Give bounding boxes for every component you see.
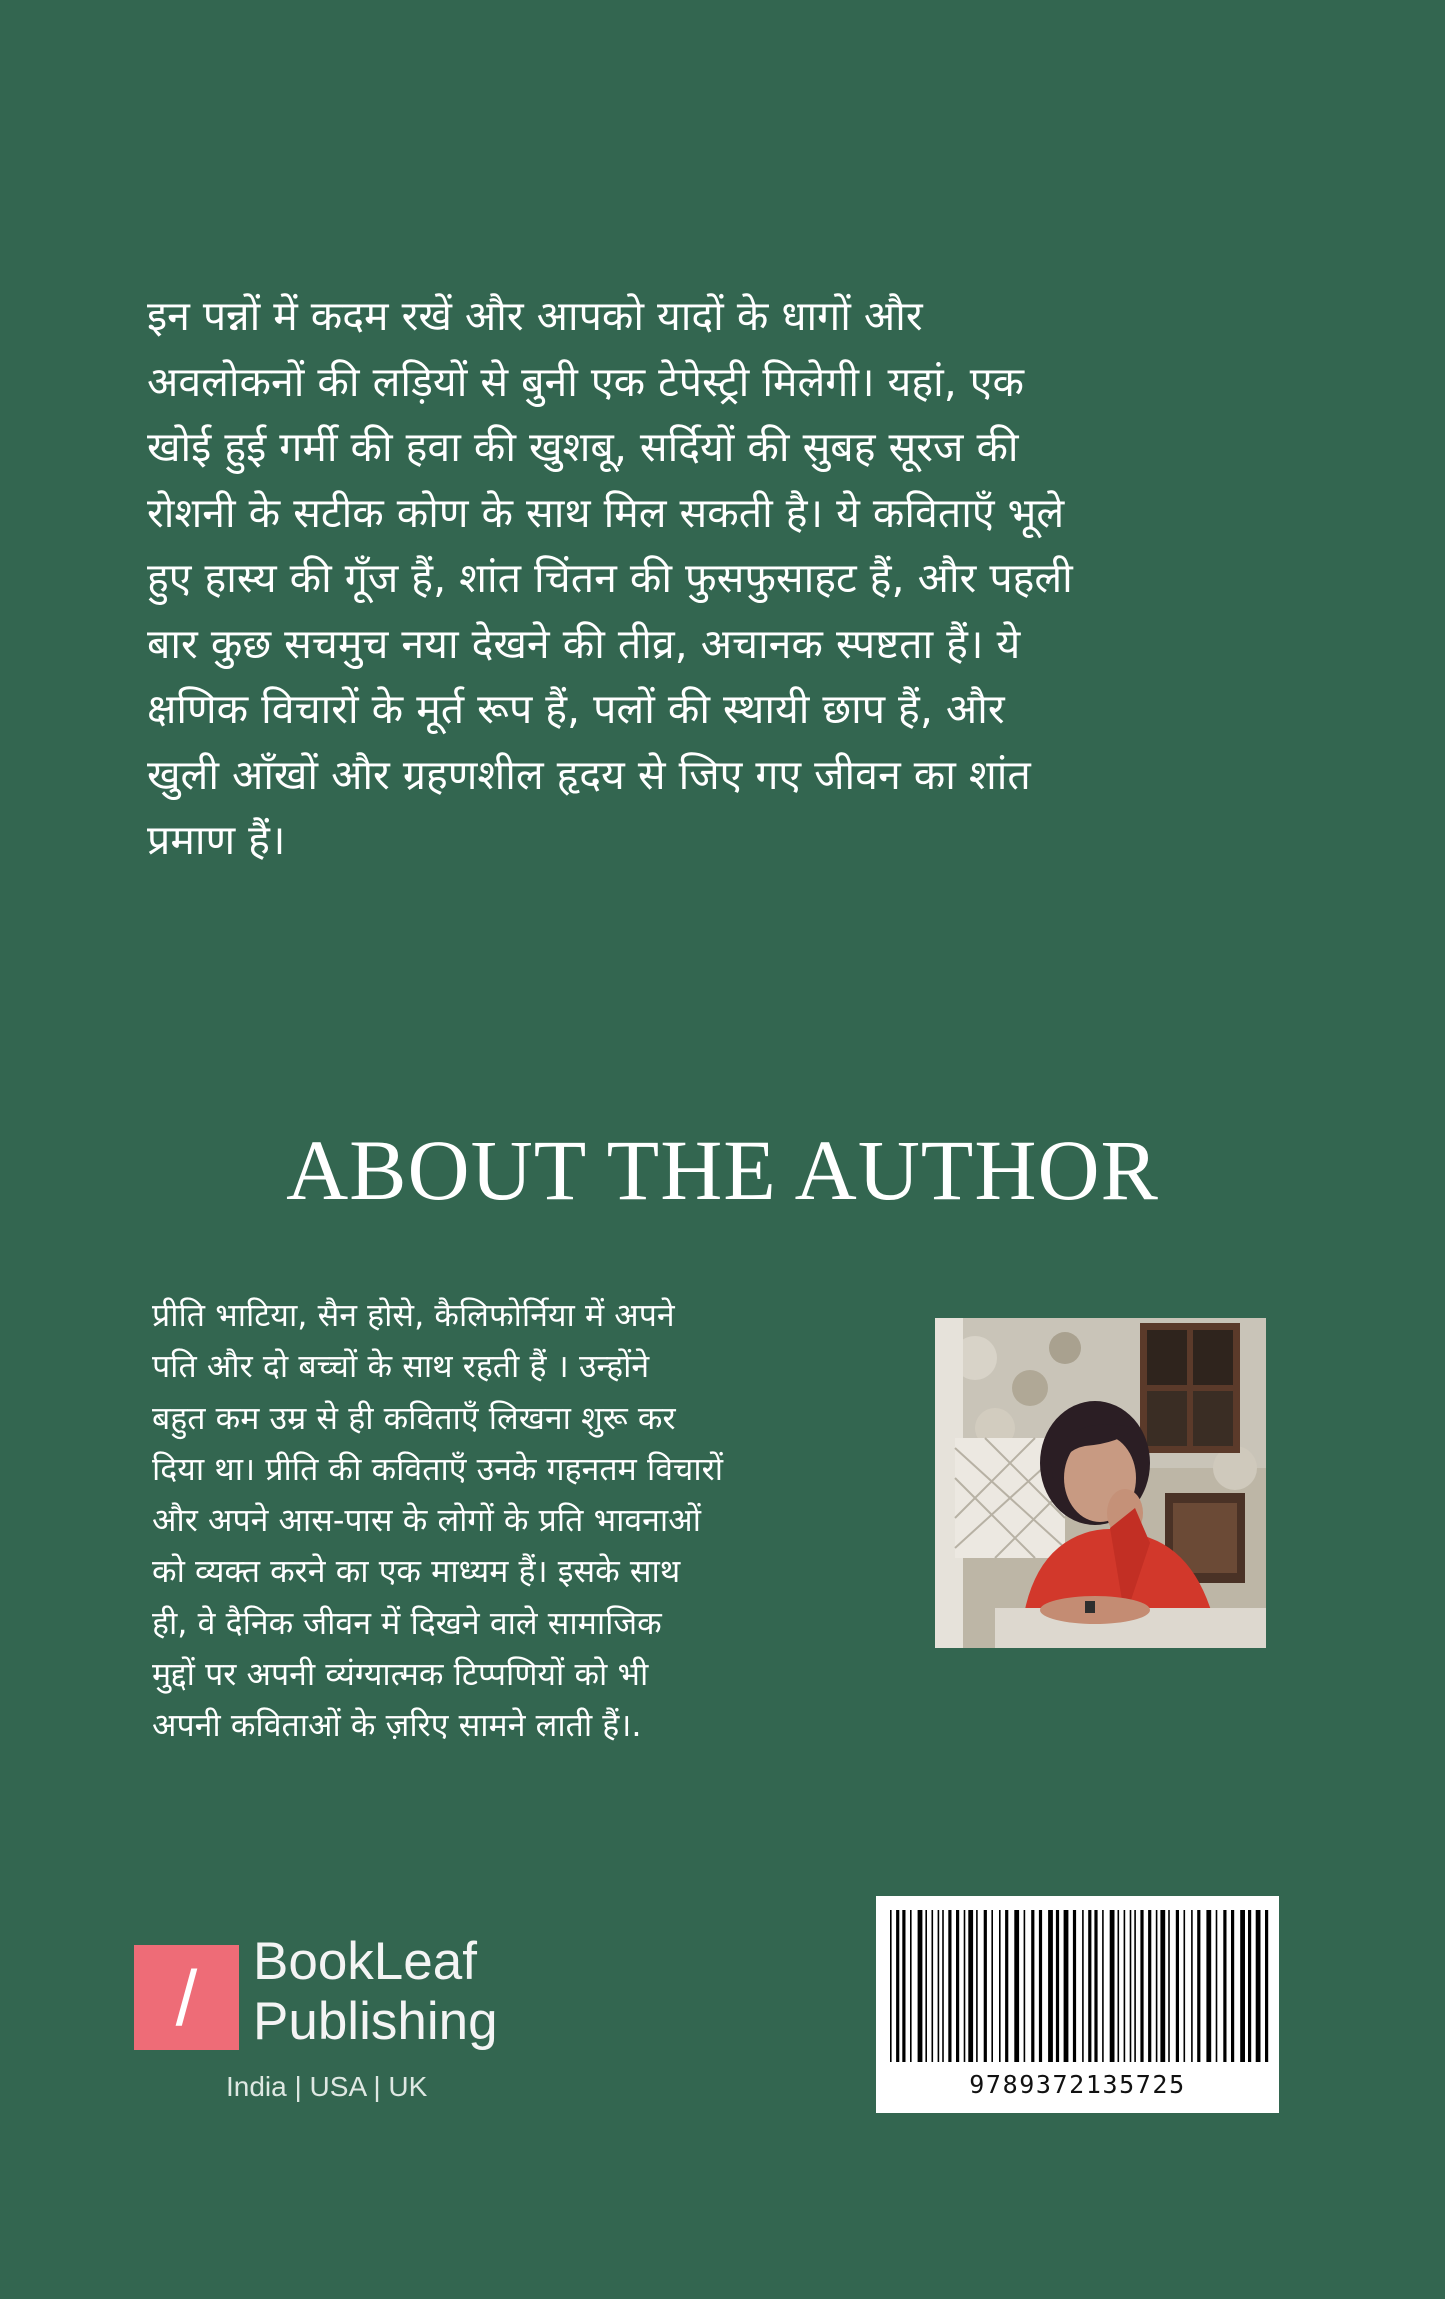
- barcode-bar: [1184, 1910, 1186, 2062]
- barcode-bar: [1039, 1910, 1042, 2062]
- barcode-bar: [991, 1910, 993, 2062]
- barcode-bar: [1256, 1910, 1261, 2062]
- barcode-bar: [910, 1910, 912, 2062]
- barcode-bar: [938, 1910, 940, 2062]
- publisher-regions: India | USA | UK: [226, 2071, 428, 2102]
- barcode-bar: [968, 1910, 973, 2062]
- barcode-bar: [1156, 1910, 1158, 2062]
- publisher-name: BookLeaf Publishing: [253, 1932, 498, 2051]
- author-bio: प्रीति भाटिया, सैन होसे, कैलिफोर्निया में अपने पति और दो बच्चों के साथ रहती हैं । उन्होंने बहुत कम उम्र से ही कविताएँ लिखना शुरू कर दिया था। प्रीति की कविताएँ उनके गहनतम विचारों और अपने आस-पास के लोगों के प्रति भावनाओं को व्यक्त करने का एक माध्यम हैं। इसके साथ ही, वे दैनिक जीवन में दिखने वाले सामाजिक मुद्दों पर अपनी व्यंग्यात्मक टिप्पणियों को भी अपनी कविताओं के ज़रिए सामने लाती हैं।.: [152, 1296, 724, 1745]
- barcode-bar: [1248, 1910, 1251, 2062]
- slash-icon: /: [175, 1953, 198, 2042]
- barcode-bar: [956, 1910, 959, 2062]
- barcode-bar: [1064, 1910, 1069, 2062]
- barcode-bar: [896, 1910, 899, 2062]
- barcode-bar: [1160, 1910, 1165, 2062]
- barcode-bar: [1130, 1910, 1132, 2062]
- barcode-bar: [1031, 1910, 1034, 2062]
- barcode-bar: [984, 1910, 987, 2062]
- barcode-bar: [1134, 1910, 1136, 2062]
- about-author-heading: ABOUT THE AUTHOR: [286, 1122, 1159, 1218]
- barcode-bar: [1206, 1910, 1211, 2062]
- barcode-bar: [976, 1910, 978, 2062]
- barcode-bar: [1110, 1910, 1115, 2062]
- barcode-bar: [1088, 1910, 1091, 2062]
- barcode-bar: [1216, 1910, 1218, 2062]
- barcode-bar: [1168, 1910, 1170, 2062]
- author-photo: [935, 1318, 1266, 1648]
- barcode-bar: [1082, 1910, 1084, 2062]
- barcode-bar: [902, 1910, 905, 2062]
- barcode-bar: [1191, 1910, 1193, 2062]
- barcode-bar: [1265, 1910, 1268, 2062]
- barcode-bar: [1005, 1910, 1008, 2062]
- publisher-logo-mark: [134, 1945, 239, 2050]
- barcode-bar: [1148, 1910, 1151, 2062]
- barcode-bar: [1073, 1910, 1076, 2062]
- barcode-bar: [1176, 1910, 1179, 2062]
- isbn-barcode: [876, 1896, 1279, 2113]
- barcode-bar: [1102, 1910, 1104, 2062]
- back-cover-blurb: इन पन्नों में कदम रखें और आपको यादों के धागों और अवलोकनों की लड़ियों से बुनी एक टेपेस्ट्री मिलेगी। यहां, एक खोई हुई गर्मी की हवा की खुशबू, सर्दियों की सुबह सूरज की रोशनी के सटीक कोण के साथ मिल सकती है। ये कविताएँ भूले हुए हास्य की गूँज हैं, शांत चिंतन की फुसफुसाहट हैं, और पहली बार कुछ सचमुच नया देखने की तीव्र, अचानक स्पष्टता हैं। ये क्षणिक विचारों के मूर्त रूप हैं, पलों की स्थायी छाप हैं, और खुली आँखों और ग्रहणशील हृदय से जिए गए जीवन का शांत प्रमाण हैं।: [147, 292, 1073, 864]
- barcode-bar: [890, 1910, 892, 2062]
- barcode-bar: [1056, 1910, 1059, 2062]
- barcode-bar: [1140, 1910, 1143, 2062]
- barcode-bar: [1231, 1910, 1234, 2062]
- barcode-bar: [1094, 1910, 1097, 2062]
- barcode-bar: [1024, 1910, 1026, 2062]
- barcode-bar: [1048, 1910, 1053, 2062]
- barcode-bar: [1240, 1910, 1245, 2062]
- barcode-bar: [1124, 1910, 1126, 2062]
- barcode-bar: [948, 1910, 951, 2062]
- barcode-bar: [925, 1910, 927, 2062]
- barcode-bar: [1014, 1910, 1019, 2062]
- barcode-bar: [1197, 1910, 1200, 2062]
- barcode-bar: [918, 1910, 923, 2062]
- barcode-bar: [1223, 1910, 1226, 2062]
- isbn-number: 9789372135725: [969, 2070, 1186, 2099]
- barcode-bar: [942, 1910, 944, 2062]
- barcode-bar: [1118, 1910, 1120, 2062]
- barcode-bar: [964, 1910, 966, 2062]
- barcode-bar: [932, 1910, 934, 2062]
- barcode-bar: [999, 1910, 1001, 2062]
